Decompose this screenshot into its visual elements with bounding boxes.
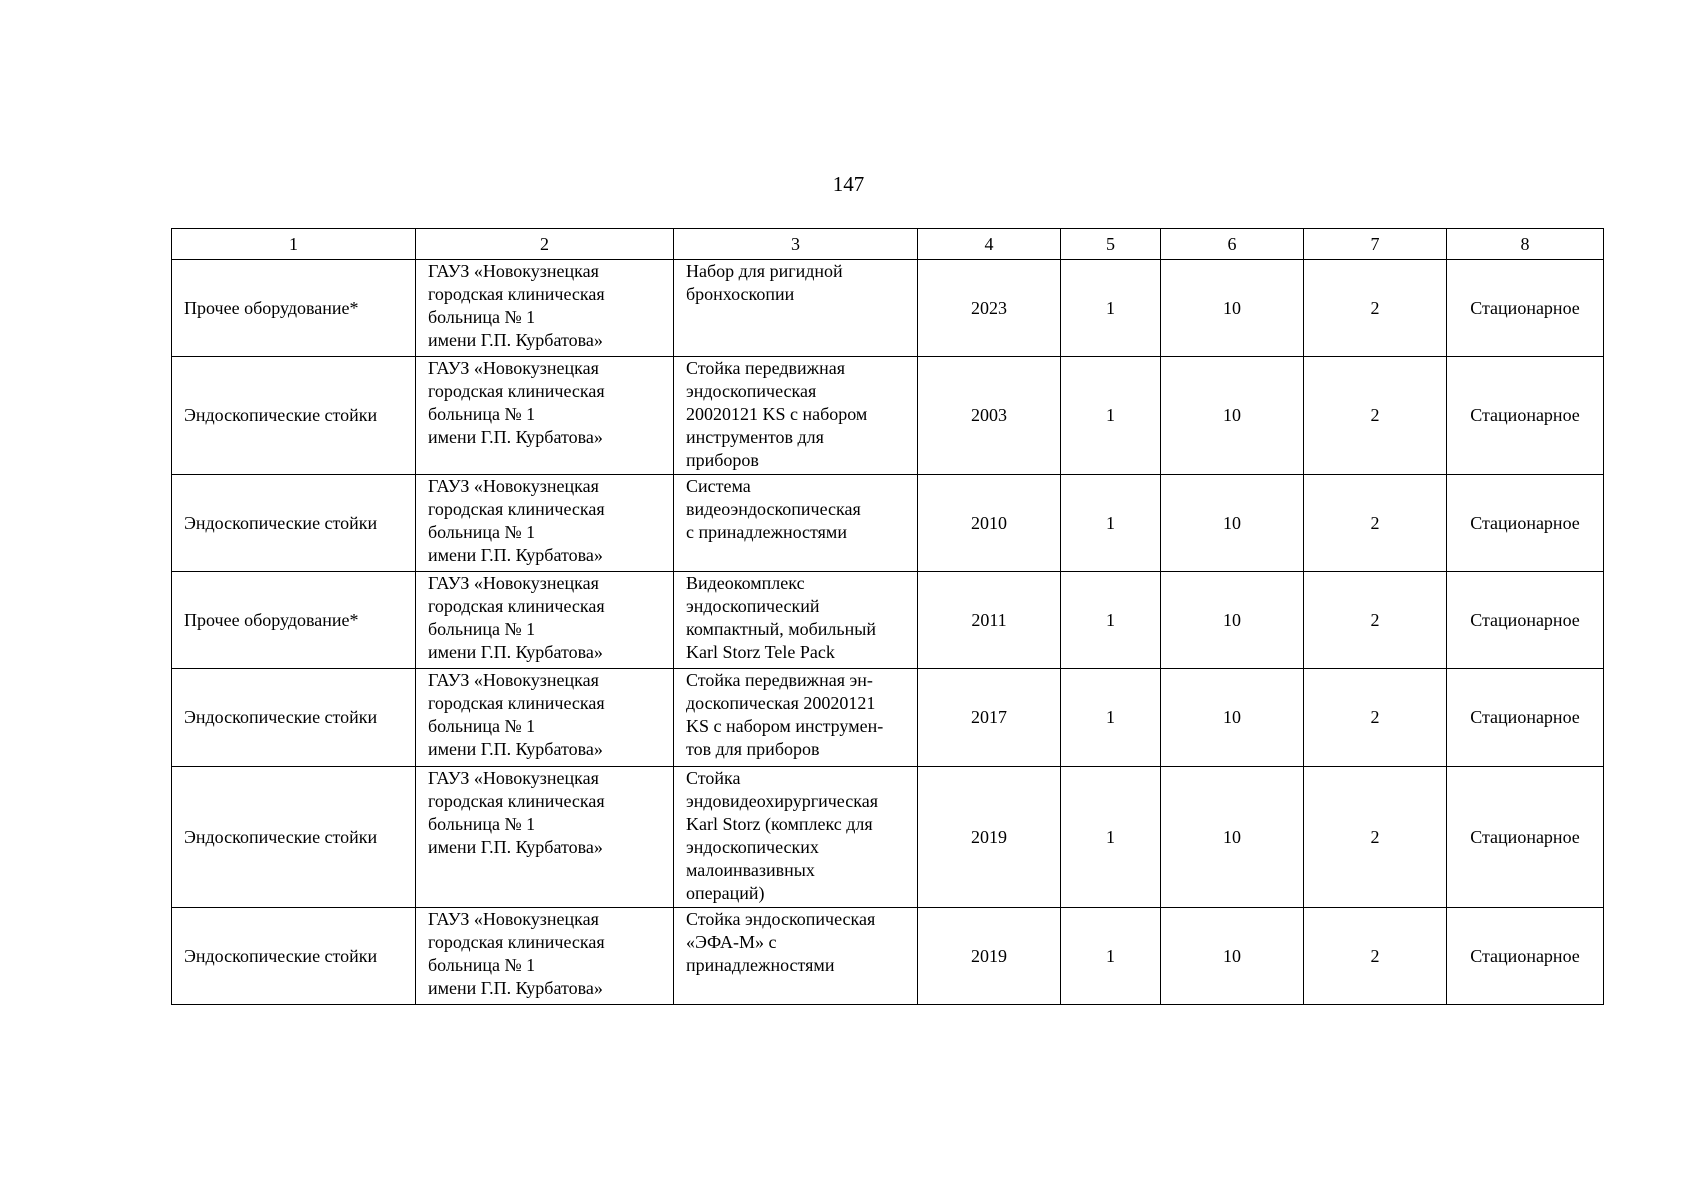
column-7-cell: 2 xyxy=(1304,669,1447,767)
equipment-category-cell: Эндоскопические стойки xyxy=(172,908,416,1005)
organization-cell: ГАУЗ «Новокузнецкая городская клиническая больница № 1 имени Г.П. Курбатова» xyxy=(416,669,674,767)
type-cell: Стационарное xyxy=(1447,260,1604,357)
column-7-cell: 2 xyxy=(1304,475,1447,572)
quantity-cell: 1 xyxy=(1061,260,1161,357)
column-header: 2 xyxy=(416,229,674,260)
organization-cell: ГАУЗ «Новокузнецкая городская клиническая больница № 1 имени Г.П. Курбатова» xyxy=(416,908,674,1005)
column-header: 3 xyxy=(674,229,918,260)
equipment-name-cell: Стойка эндоскопическая «ЭФА-М» с принадлежностями xyxy=(674,908,918,1005)
year-cell: 2011 xyxy=(918,572,1061,669)
column-header: 4 xyxy=(918,229,1061,260)
type-cell: Стационарное xyxy=(1447,475,1604,572)
equipment-name-cell: Система видеоэндоскопическая с принадлежностями xyxy=(674,475,918,572)
organization-cell: ГАУЗ «Новокузнецкая городская клиническая больница № 1 имени Г.П. Курбатова» xyxy=(416,572,674,669)
column-header: 8 xyxy=(1447,229,1604,260)
equipment-name-cell: Видеокомплекс эндоскопический компактный, мобильный Karl Storz Tele Pack xyxy=(674,572,918,669)
equipment-category-cell: Эндоскопические стойки xyxy=(172,475,416,572)
column-6-cell: 10 xyxy=(1161,475,1304,572)
quantity-cell: 1 xyxy=(1061,669,1161,767)
column-7-cell: 2 xyxy=(1304,767,1447,908)
table-row xyxy=(172,908,1604,1005)
equipment-category-cell: Эндоскопические стойки xyxy=(172,669,416,767)
column-6-cell: 10 xyxy=(1161,260,1304,357)
column-6-cell: 10 xyxy=(1161,572,1304,669)
year-cell: 2019 xyxy=(918,767,1061,908)
column-6-cell: 10 xyxy=(1161,908,1304,1005)
table-row xyxy=(172,767,1604,908)
quantity-cell: 1 xyxy=(1061,475,1161,572)
type-cell: Стационарное xyxy=(1447,767,1604,908)
column-6-cell: 10 xyxy=(1161,669,1304,767)
column-header: 5 xyxy=(1061,229,1161,260)
equipment-category-cell: Эндоскопические стойки xyxy=(172,767,416,908)
equipment-category-cell: Прочее оборудование* xyxy=(172,260,416,357)
column-6-cell: 10 xyxy=(1161,357,1304,475)
type-cell: Стационарное xyxy=(1447,572,1604,669)
column-7-cell: 2 xyxy=(1304,908,1447,1005)
column-6-cell: 10 xyxy=(1161,767,1304,908)
column-7-cell: 2 xyxy=(1304,357,1447,475)
equipment-name-cell: Стойка передвижная эндоскопическая 20020121 KS с набором инструментов для приборов xyxy=(674,357,918,475)
organization-cell: ГАУЗ «Новокузнецкая городская клиническая больница № 1 имени Г.П. Курбатова» xyxy=(416,767,674,908)
column-header: 7 xyxy=(1304,229,1447,260)
quantity-cell: 1 xyxy=(1061,572,1161,669)
year-cell: 2017 xyxy=(918,669,1061,767)
quantity-cell: 1 xyxy=(1061,767,1161,908)
column-7-cell: 2 xyxy=(1304,260,1447,357)
year-cell: 2010 xyxy=(918,475,1061,572)
column-header: 6 xyxy=(1161,229,1304,260)
year-cell: 2019 xyxy=(918,908,1061,1005)
type-cell: Стационарное xyxy=(1447,908,1604,1005)
quantity-cell: 1 xyxy=(1061,357,1161,475)
page-number: 147 xyxy=(832,172,865,196)
type-cell: Стационарное xyxy=(1447,357,1604,475)
organization-cell: ГАУЗ «Новокузнецкая городская клиническая больница № 1 имени Г.П. Курбатова» xyxy=(416,260,674,357)
column-header: 1 xyxy=(172,229,416,260)
equipment-category-cell: Эндоскопические стойки xyxy=(172,357,416,475)
equipment-name-cell: Стойка передвижная эн- доскопическая 20020121 KS с набором инструмен- тов для приборов xyxy=(674,669,918,767)
table-row xyxy=(172,572,1604,669)
header-row xyxy=(172,229,1604,260)
table-row xyxy=(172,260,1604,357)
type-cell: Стационарное xyxy=(1447,669,1604,767)
equipment-name-cell: Стойка эндовидеохирургическая Karl Storz (комплекс для эндоскопических малоинвазивных операций) xyxy=(674,767,918,908)
table-row xyxy=(172,669,1604,767)
table-row xyxy=(172,475,1604,572)
table-row xyxy=(172,357,1604,475)
organization-cell: ГАУЗ «Новокузнецкая городская клиническая больница № 1 имени Г.П. Курбатова» xyxy=(416,357,674,475)
equipment-name-cell: Набор для ригидной бронхоскопии xyxy=(674,260,918,357)
organization-cell: ГАУЗ «Новокузнецкая городская клиническая больница № 1 имени Г.П. Курбатова» xyxy=(416,475,674,572)
equipment-table xyxy=(171,228,1604,1005)
year-cell: 2003 xyxy=(918,357,1061,475)
column-7-cell: 2 xyxy=(1304,572,1447,669)
equipment-category-cell: Прочее оборудование* xyxy=(172,572,416,669)
quantity-cell: 1 xyxy=(1061,908,1161,1005)
year-cell: 2023 xyxy=(918,260,1061,357)
